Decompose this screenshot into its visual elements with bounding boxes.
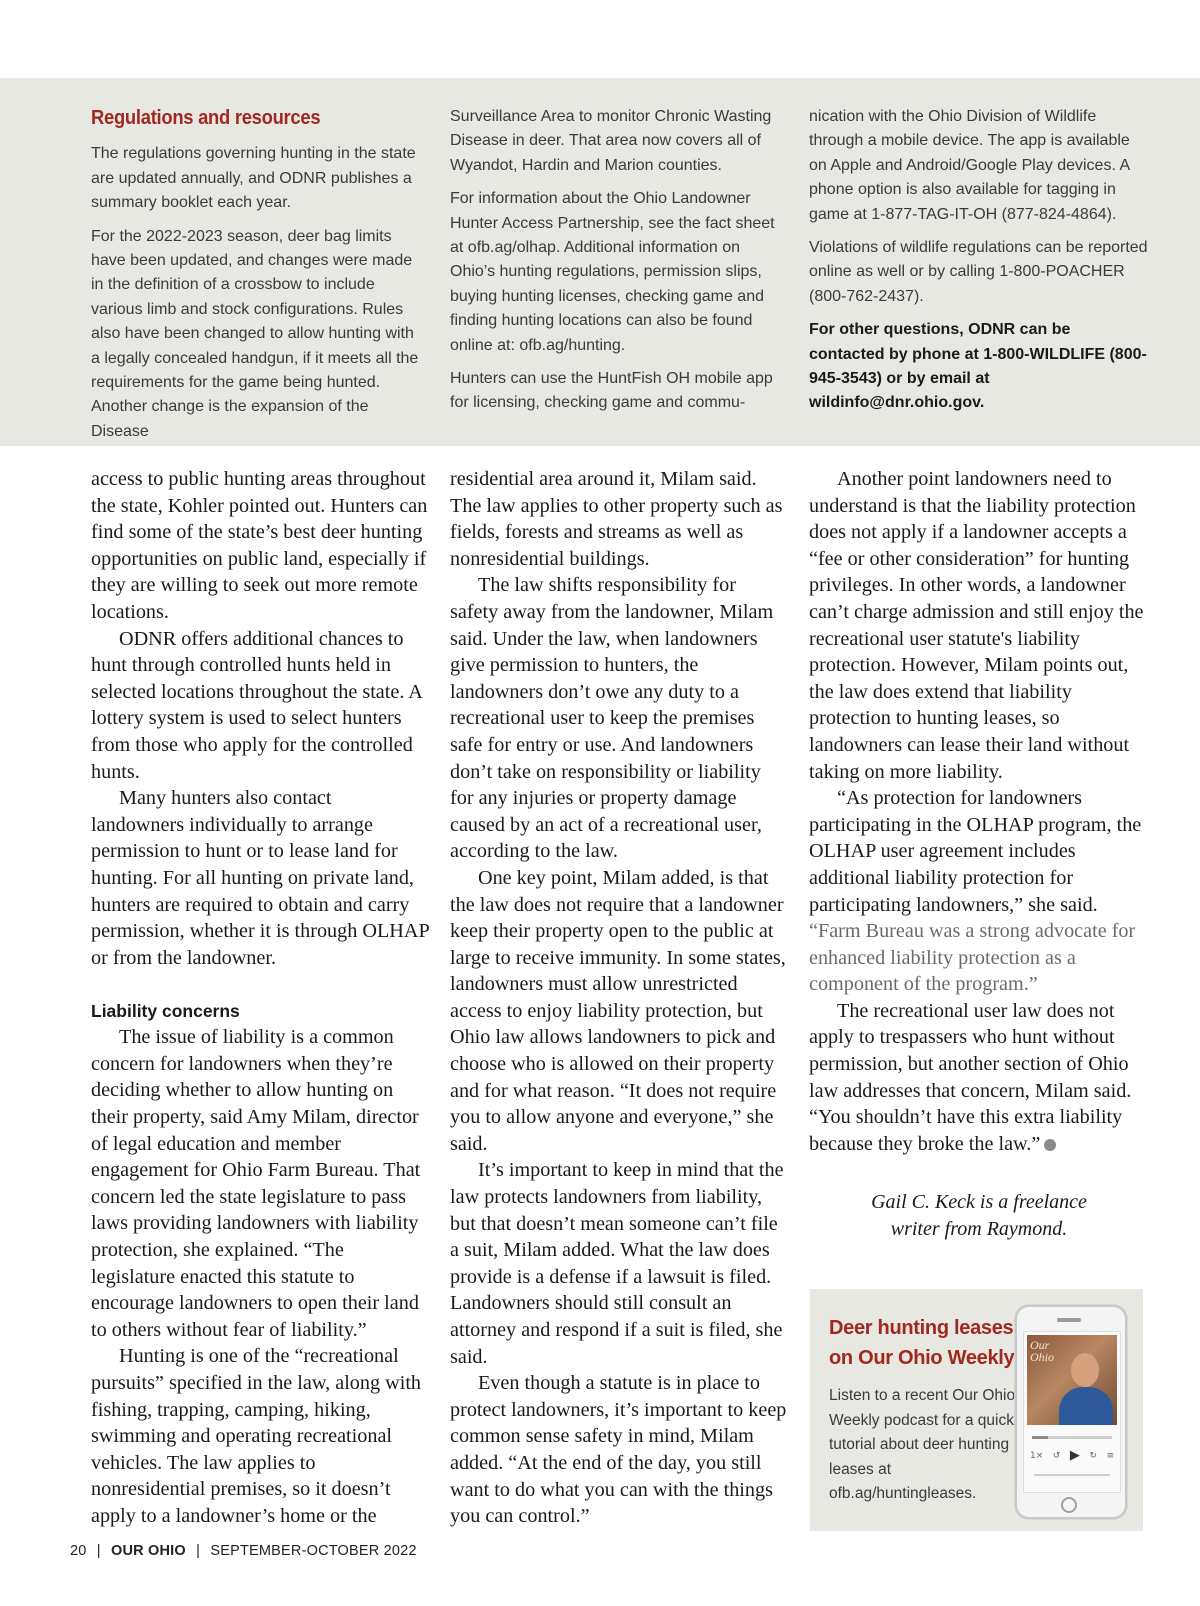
- article-paragraph: access to public hunting areas throughout the state, Kohler pointed out. Hunters can find some of the state’s best deer hunting opportunities on public land, especially if they are willing to seek out more remote locations.: [91, 468, 428, 623]
- play-icon: ▶: [1069, 1448, 1080, 1463]
- article-column-1: [91, 466, 429, 1530]
- byline-line: writer from Raymond.: [890, 1217, 1068, 1240]
- podcast-promo-box: [810, 1289, 1143, 1531]
- footer-separator: |: [96, 1543, 101, 1559]
- podcast-logo-line: Ohio: [1030, 1350, 1054, 1364]
- article-paragraph: One key point, Milam added, is that the law does not require that a landowner keep their property open to the public at large to receive immunity. In some states, landowners must allow unrestricted access to enjoy liability protection, but Ohio law allows landowners to pick and choose who is allowed on their property and for what reason. “It does not require you to allow anyone and everyone,” she said.: [450, 866, 786, 1155]
- article-paragraph: Many hunters also contact landowners individually to arrange permission to hunt or to lease land for hunting. For all hunting on private land, hunters are required to obtain and carry permission, whether it is through OLHAP or from the landowner.: [91, 787, 429, 969]
- sidebar-paragraph: Hunters can use the HuntFish OH mobile app for licensing, checking game and commu-: [450, 370, 773, 412]
- page-number: 20: [70, 1543, 87, 1559]
- podcast-progress-fill: [1032, 1436, 1048, 1439]
- phone-illustration: [1015, 1305, 1127, 1519]
- sidebar-paragraph: Surveillance Area to monitor Chronic Wasting Disease in deer. That area now covers all of Wyandot, Hardin and Marion counties.: [450, 108, 772, 174]
- article-paragraph: [809, 785, 1149, 998]
- sidebar-paragraph: nication with the Ohio Division of Wildlife through a mobile device. The app is available on Apple and Android/Google Play devices. A phone option is also available for tagging in game at 1-877-TAG-IT-OH (877-824-4864).: [809, 108, 1130, 223]
- sidebar-paragraph: The regulations governing hunting in the state are updated annually, and ODNR publishes a summary booklet each year.: [91, 145, 416, 212]
- footer-separator: |: [196, 1543, 201, 1559]
- contact-info: For other questions, ODNR can be contacted by phone at 1-800-WILDLIFE (800-945-3543) or by email at wildinfo@dnr.ohio.gov.: [809, 321, 1147, 412]
- host-portrait-head: [1071, 1353, 1099, 1387]
- sidebar-paragraph: For information about the Ohio Landowner Hunter Access Partnership, see the fact sheet at ofb.ag/olhap. Additional information on Ohio’s hunting regulations, permission slips, buying hunting licenses, checking game and finding hunting locations can also be found online at: ofb.ag/hunting.: [450, 190, 775, 354]
- author-byline: [809, 1189, 1149, 1242]
- gray-quote-text: “Farm Bureau was a strong advocate for enhanced liability protection as a component of the program.”: [809, 920, 1136, 996]
- article-paragraph: [809, 998, 1149, 1158]
- rewind-icon: ↺: [1052, 1450, 1061, 1461]
- article-paragraph: ODNR offers additional chances to hunt through controlled hunts held in selected locations throughout the state. A lottery system is used to select hunters from those who apply for the controlled hunts.: [91, 627, 422, 783]
- promo-title: [829, 1313, 1029, 1373]
- article-paragraph: Hunting is one of the “recreational pursuits” specified in the law, along with fishing, trapping, camping, hiking, swimming and operating recreational vehicles. The law applies to nonresidential premises, so it doesn’t apply to a landowner’s home or the: [91, 1345, 422, 1527]
- article-paragraph: It’s important to keep in mind that the law protects landowners from liability, but that doesn’t mean someone can’t file a suit, Milam added. What the law does provide is a defense if a lawsuit is filed. Landowners should still consult an attorney and respond if a suit is filed, she said.: [450, 1159, 784, 1368]
- sidebar-paragraph: Violations of wildlife regulations can be reported online as well or by calling 1-800-POACHER (800-762-2437).: [809, 239, 1148, 305]
- podcast-cover-art: [1027, 1335, 1117, 1425]
- publication-name: OUR OHIO: [110, 1543, 186, 1559]
- article-paragraph: Even though a statute is in place to protect landowners, it’s important to keep common sense safety in mind, Milam added. “At the end of the day, you still want to do what you can with the things you can control.”: [450, 1372, 787, 1528]
- article-paragraph: The issue of liability is a common concern for landowners when they’re deciding whether to allow hunting on their property, said Amy Milam, director of legal education and member engagement for Ohio Farm Bureau. That concern led the state legislature to pass laws providing landowners with liability protection, she explained. “The legislature enacted this statute to encourage landowners to open their land to others without fear of liability.”: [91, 1026, 421, 1341]
- regulations-sidebar: [0, 78, 1200, 446]
- podcast-logo-line: Our: [1030, 1338, 1050, 1352]
- phone-speaker-icon: [1057, 1318, 1081, 1322]
- sidebar-paragraph: For the 2022-2023 season, deer bag limits have been updated, and changes were made in the definition of a crossbow to include various limb and stock configurations. Rules also have been changed to allow hunting with a legally concealed handgun, if it meets all the requirements for the game being hunted. Another change is the expansion of the Disease: [91, 227, 419, 440]
- host-portrait-body: [1059, 1387, 1113, 1425]
- volume-bar: [1034, 1474, 1110, 1476]
- phone-screen: [1023, 1331, 1121, 1493]
- article-column-2: [450, 466, 788, 1530]
- article-paragraph: residential area around it, Milam said. The law applies to other property such as fields, forests and streams as well as nonresidential buildings.: [450, 468, 783, 570]
- article-paragraph: The law shifts responsibility for safety away from the landowner, Milam said. Under the law, when landowners give permission to hunters, the landowners don’t owe any duty to a recreational user to keep the premises safe for entry or use. And landowners don’t take on responsibility or liability for any injuries or property damage caused by an act of a recreational user, according to the law.: [450, 574, 774, 863]
- sidebar-column-1: [91, 100, 421, 453]
- closing-text: The recreational user law does not apply to trespassers who hunt without permission, but another section of Ohio law addresses that concern, Milam said. “You shouldn’t have this extra liability because they broke the law.”: [809, 999, 1132, 1155]
- forward-icon: ↻: [1089, 1450, 1097, 1461]
- sidebar-column-3: [809, 105, 1149, 425]
- sidebar-title: Regulations and resources: [91, 107, 321, 129]
- article-paragraph: Another point landowners need to understand is that the liability protection does not apply if a landowner accepts a “fee or other consideration” for hunting privileges. In other words, a landowner can’t charge admission and still enjoy the recreational user statute's liability protection. However, Milam points out, the law does extend that liability protection to hunting leases, so landowners can lease their land without taking on more liability.: [809, 468, 1144, 783]
- phone-home-button-icon: [1061, 1497, 1077, 1513]
- issue-date: SEPTEMBER-OCTOBER 2022: [210, 1543, 417, 1559]
- article-column-3: [809, 466, 1149, 1157]
- quote-text: “As protection for landowners participating in the OLHAP program, the OLHAP user agreement includes additional liability protection for participating landowners,” she said.: [809, 787, 1142, 916]
- byline-line: Gail C. Keck is a freelance: [871, 1191, 1087, 1213]
- podcast-logo: [1030, 1339, 1054, 1363]
- menu-icon: ≡: [1106, 1450, 1114, 1461]
- liability-subhead: Liability concerns: [91, 1001, 240, 1022]
- promo-title-line: on Our Ohio Weekly: [829, 1347, 1015, 1369]
- page-footer: [70, 1543, 417, 1559]
- promo-text: Listen to a recent Our Ohio Weekly podcast for a quick tutorial about deer hunting leases at ofb.ag/huntingleases.: [829, 1387, 1016, 1503]
- promo-title-line: Deer hunting leases: [829, 1317, 1014, 1339]
- end-mark-icon: [1044, 1139, 1056, 1151]
- player-controls: [1030, 1448, 1114, 1463]
- speed-icon: 1×: [1030, 1450, 1044, 1461]
- podcast-seek-bar: [1032, 1436, 1112, 1439]
- sidebar-column-2: [450, 105, 785, 425]
